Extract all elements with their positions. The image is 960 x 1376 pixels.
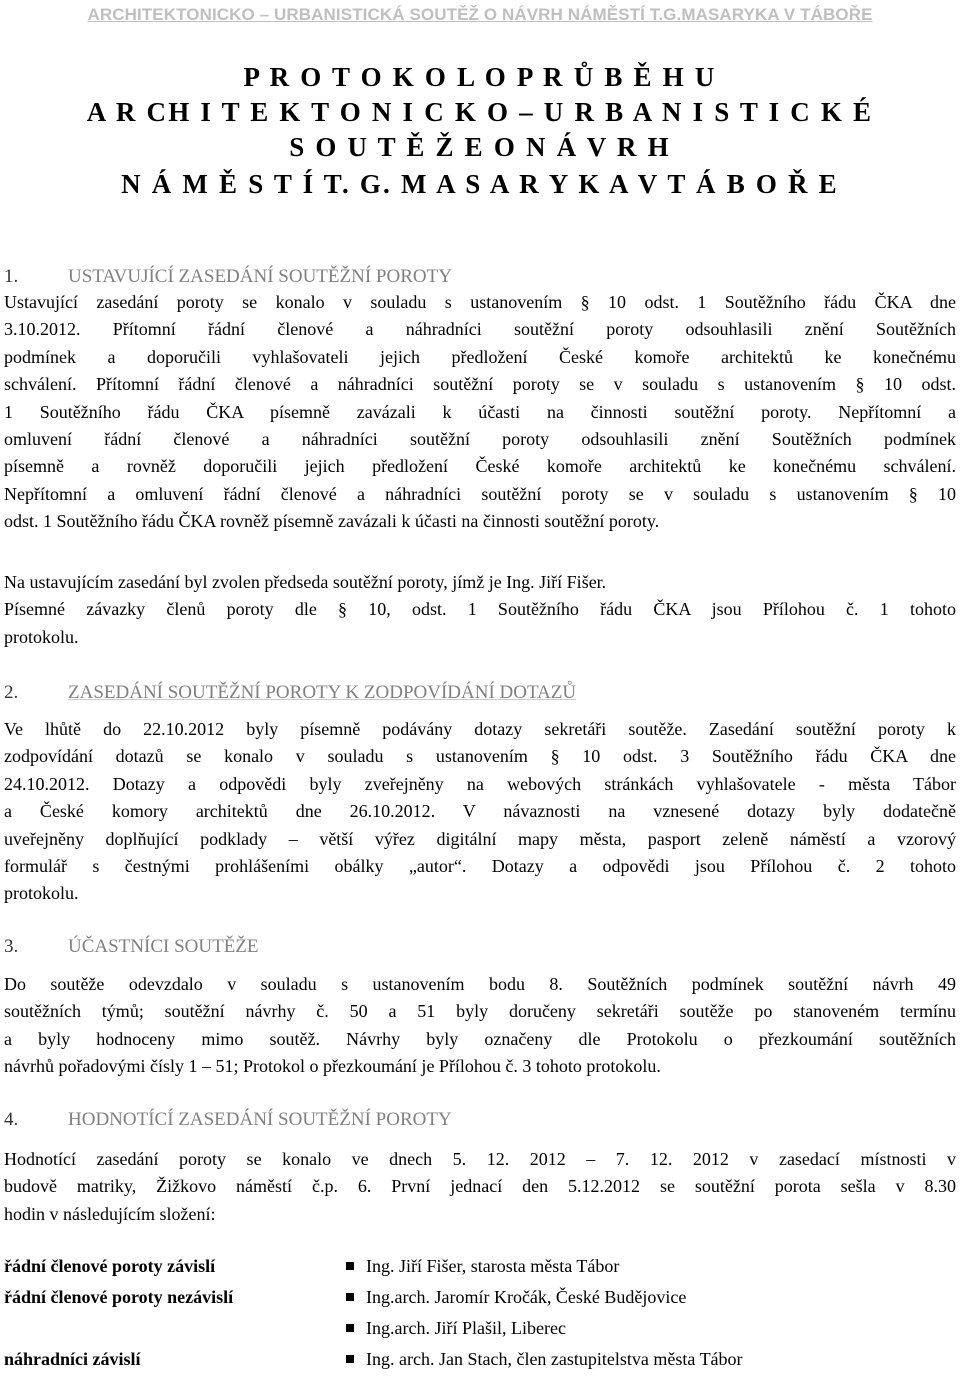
text-line: Nepřítomní a omluvení řádní členové a náhradníci soutěžní poroty se v souladu s ustanovením § 10 — [4, 483, 956, 504]
composition-value — [346, 1313, 566, 1344]
composition-row — [4, 1282, 956, 1313]
section-number: 2. — [4, 682, 19, 703]
composition-row — [4, 1313, 956, 1344]
text-line: hodin v následujícím složení: — [4, 1203, 216, 1224]
title-line: A R CH I T E K T O N I C K O – U R B A N I S T I C K É — [86, 97, 874, 127]
text-line: schválení. Přítomní řádní členové a náhradníci soutěžní poroty se v souladu s ustanovením § 10 odst. — [4, 374, 956, 395]
text-line: Na ustavujícím zasedání byl zvolen předseda soutěžní poroty, jímž je Ing. Jiří Fišer. — [4, 572, 607, 592]
title-line: P R O T O K O L O P R Ů B Ě H U — [243, 62, 717, 92]
square-bullet-icon — [346, 1355, 354, 1363]
title-line: S O U T Ě Ž E O N Á V R H — [289, 132, 671, 162]
section-2-paragraph — [4, 716, 956, 908]
composition-value — [346, 1282, 686, 1313]
text-line: 24.10.2012. Dotazy a odpovědi byly zveřejněny na webových stránkách vyhlašovatele - města Tábor — [4, 773, 956, 794]
member-name: Ing.arch. Jiří Plašil, Liberec — [366, 1318, 566, 1338]
text-line: odst. 1 Soutěžního řádu ČKA rovněž písemně zavázali k účasti na činnosti soutěžní poroty. — [4, 511, 660, 532]
text-line: Písemné závazky členů poroty dle § 10, odst. 1 Soutěžního řádu ČKA jsou Přílohou č. 1 tohoto — [4, 599, 956, 620]
member-name: Ing.arch. Jaromír Kročák, České Budějovice — [366, 1287, 687, 1307]
text-line: 1 Soutěžního řádu ČKA písemně zavázali k účasti na činnosti soutěžní poroty. Nepřítomní a — [4, 401, 956, 422]
text-line: zodpovídání dotazů se konalo v souladu s ustanovením § 10 odst. 3 Soutěžního řádu ČKA dne — [4, 746, 956, 767]
square-bullet-icon — [346, 1324, 354, 1332]
text-line: protokolu. — [4, 626, 79, 647]
jury-composition — [4, 1251, 956, 1375]
text-line: a České komory architektů dne 26.10.2012. V návaznosti na vznesené dotazy byly dodatečně — [4, 801, 956, 822]
section-1-paragraph-2 — [4, 569, 956, 651]
text-line: uveřejněny doplňující podklady – větší výřez digitální mapy města, pasport zeleně náměstí a vzorový — [4, 828, 956, 849]
section-title: ÚČASTNÍCI SOUTĚŽE — [68, 936, 259, 957]
member-name: Ing. arch. Jan Stach, člen zastupitelstva města Tábor — [366, 1349, 743, 1369]
section-title: USTAVUJÍCÍ ZASEDÁNÍ SOUTĚŽNÍ POROTY — [68, 266, 452, 287]
section-heading — [4, 934, 259, 960]
section-heading — [4, 264, 452, 290]
text-line: návrhů pořadovými čísly 1 – 51; Protokol o přezkoumání je Přílohou č. 3 tohoto protokolu. — [4, 1056, 661, 1077]
section-1-paragraph — [4, 289, 956, 536]
text-line: Hodnotící zasedání poroty se konalo ve dnech 5. 12. 2012 – 7. 12. 2012 v zasedací místnosti v — [4, 1149, 956, 1169]
composition-label: náhradníci závislí — [4, 1349, 141, 1369]
section-number: 1. — [4, 266, 19, 287]
title-line: N Á M Ě S T Í T. G. M A S A R Y K A V T Á B O Ř E — [121, 169, 839, 199]
text-line: Ve lhůtě do 22.10.2012 byly písemně podávány dotazy sekretáři soutěže. Zasedání soutěžní poroty k — [4, 719, 956, 739]
section-heading — [4, 680, 576, 706]
text-line: formulář s čestnými prohlášeními obálky „autor“. Dotazy a odpovědi jsou Přílohou č. 2 tohoto — [4, 856, 956, 877]
section-number: 3. — [4, 936, 19, 957]
document-header: ARCHITEKTONICKO – URBANISTICKÁ SOUTĚŽ O NÁVRH NÁMĚSTÍ T.G.MASARYKA V TÁBOŘE — [87, 5, 873, 24]
composition-label: řádní členové poroty nezávislí — [4, 1287, 234, 1307]
section-title: ZASEDÁNÍ SOUTĚŽNÍ POROTY K ZODPOVÍDÁNÍ DOTAZŮ — [68, 682, 577, 703]
composition-row — [4, 1344, 956, 1375]
section-heading — [4, 1107, 452, 1133]
section-4-paragraph — [4, 1146, 956, 1228]
section-title: HODNOTÍCÍ ZASEDÁNÍ SOUTĚŽNÍ POROTY — [68, 1109, 452, 1130]
composition-value — [346, 1251, 619, 1282]
text-line: protokolu. — [4, 883, 79, 904]
composition-label: řádní členové poroty závislí — [4, 1256, 216, 1276]
text-line: soutěžních týmů; soutěžní návrhy č. 50 a 51 byly doručeny sekretáři soutěže po stanoveném termínu — [4, 1001, 956, 1022]
square-bullet-icon — [346, 1262, 354, 1270]
text-line: a byly hodnoceny mimo soutěž. Návrhy byly označeny dle Protokolu o přezkoumání soutěžních — [4, 1028, 956, 1049]
member-name: Ing. Jiří Fišer, starosta města Tábor — [366, 1256, 620, 1276]
composition-row — [4, 1251, 956, 1282]
section-3-paragraph — [4, 971, 956, 1081]
text-line: 3.10.2012. Přítomní řádní členové a náhradníci soutěžní poroty odsouhlasili znění Soutěžních — [4, 319, 956, 340]
square-bullet-icon — [346, 1293, 354, 1301]
composition-value — [346, 1344, 743, 1375]
text-line: Do soutěže odevzdalo v souladu s ustanovením bodu 8. Soutěžních podmínek soutěžní návrh 49 — [4, 974, 956, 994]
text-line: písemně a rovněž doporučili jejich předložení České komoře architektů ke konečnému schválení. — [4, 456, 956, 477]
text-line: budově matriky, Žižkovo náměstí č.p. 6. První jednací den 5.12.2012 se soutěžní porota sešla v 8.30 — [4, 1176, 956, 1197]
text-line: omluvení řádní členové a náhradníci soutěžní poroty odsouhlasili znění Soutěžních podmínek — [4, 429, 956, 450]
text-line: Ustavující zasedání poroty se konalo v souladu s ustanovením § 10 odst. 1 Soutěžního řádu ČKA dne — [4, 292, 956, 312]
text-line: podmínek a doporučili vyhlašovateli jejich předložení České komoře architektů ke konečnému — [4, 346, 956, 367]
section-number: 4. — [4, 1109, 19, 1130]
